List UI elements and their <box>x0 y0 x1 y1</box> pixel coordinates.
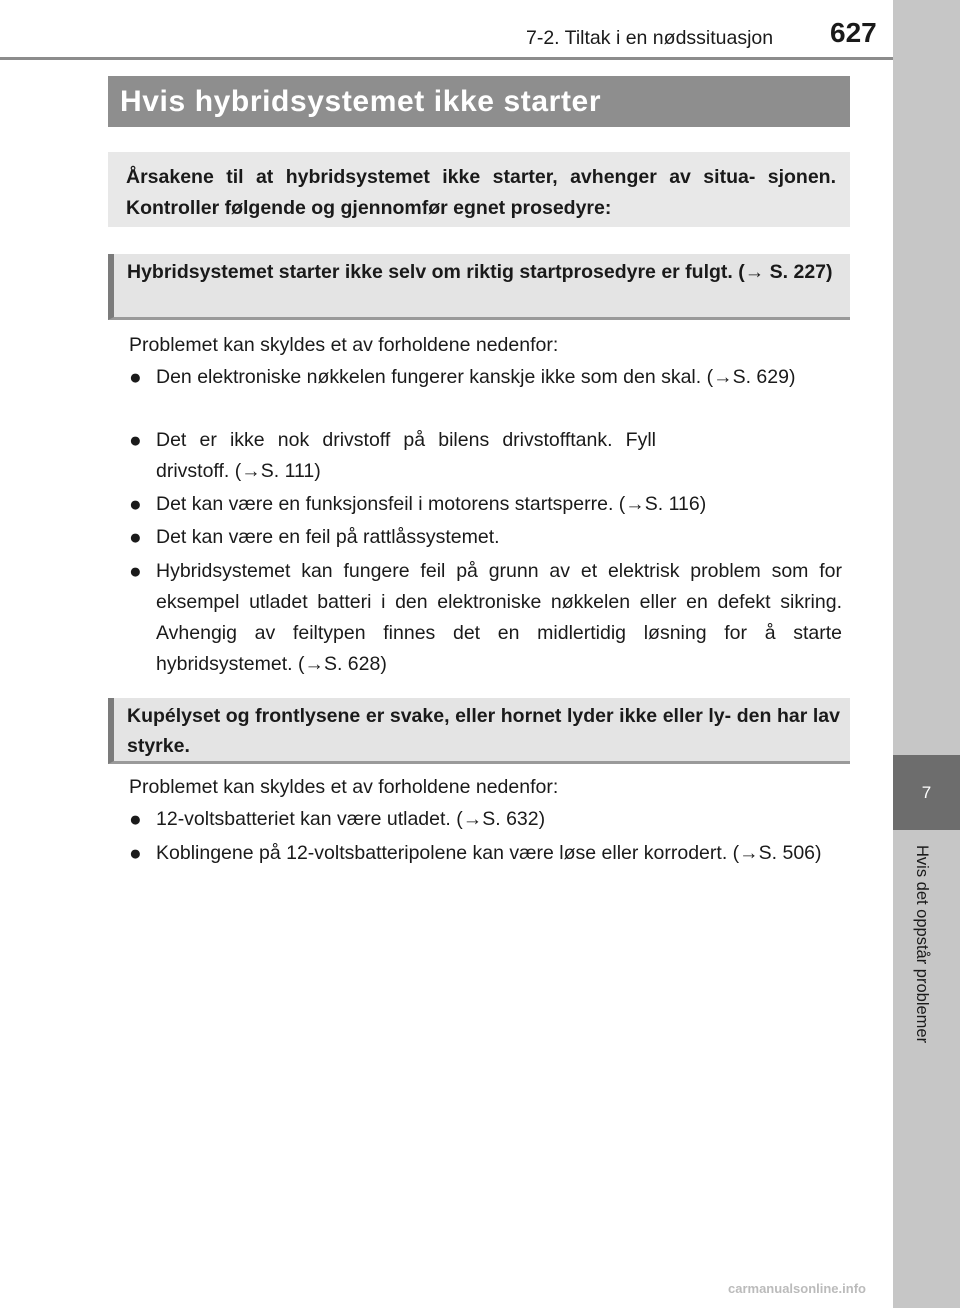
bullet-icon: ● <box>129 366 142 389</box>
bullet-icon: ● <box>129 526 142 549</box>
list-item: Det kan være en funksjonsfeil i motorens startsperre. (→S. 116) <box>156 493 707 515</box>
bullet-icon: ● <box>129 842 142 865</box>
chapter-title: Hvis det oppstår problemer <box>913 845 931 1044</box>
section-heading-1: Hybridsystemet starter ikke selv om riktig startprosedyre er fulgt. (→ S. 227) <box>108 254 850 320</box>
list-item: Hybridsystemet kan fungere feil på grunn av et elektrisk problem som for eksempel utladet batteri i den elektroniske nøkkelen eller en defekt sikring. Avhengig av feiltypen finnes det en midlertidig løsning for å starte hybridsystemet. (→S. 628) <box>156 560 842 675</box>
chapter-sidebar <box>893 0 960 1308</box>
bullet-icon: ● <box>129 808 142 831</box>
bullet-icon: ● <box>129 560 142 583</box>
list-item: 12-voltsbatteriet kan være utladet. (→S. 632) <box>156 808 546 830</box>
page-title-text: Hvis hybridsystemet ikke starter <box>120 84 602 118</box>
bullet-icon: ● <box>129 429 142 452</box>
header-rule <box>0 57 893 60</box>
page-title <box>108 76 850 127</box>
section-label: 7-2. Tiltak i en nødssituasjon <box>526 27 774 49</box>
section-lead-2: Problemet kan skyldes et av forholdene nedenfor: <box>129 776 559 798</box>
intro-box: Årsakene til at hybridsystemet ikke starter, avhenger av situa- sjonen. Kontroller følgende og gjennomfør egnet prosedyre: <box>108 152 850 227</box>
list-item: Den elektroniske nøkkelen fungerer kanskje ikke som den skal. (→S. 629) <box>156 366 796 388</box>
chapter-number: 7 <box>921 782 932 802</box>
chapter-number-tab <box>893 755 960 830</box>
list-item: Det er ikke nok drivstoff på bilens drivstofftank. Fyll drivstoff. (→S. 111) <box>156 429 656 482</box>
bullet-icon: ● <box>129 493 142 516</box>
list-item: Koblingene på 12-voltsbatteripolene kan være løse eller korrodert. (→S. 506) <box>156 842 822 864</box>
watermark-link[interactable]: carmanualsonline.info <box>728 1281 866 1296</box>
page-number: 627 <box>830 17 877 48</box>
section-heading-2: Kupélyset og frontlysene er svake, eller hornet lyder ikke eller ly- den har lav styrke. <box>108 698 850 764</box>
section-lead-1: Problemet kan skyldes et av forholdene nedenfor: <box>129 334 559 356</box>
list-item: Det kan være en feil på rattlåssystemet. <box>156 526 500 548</box>
